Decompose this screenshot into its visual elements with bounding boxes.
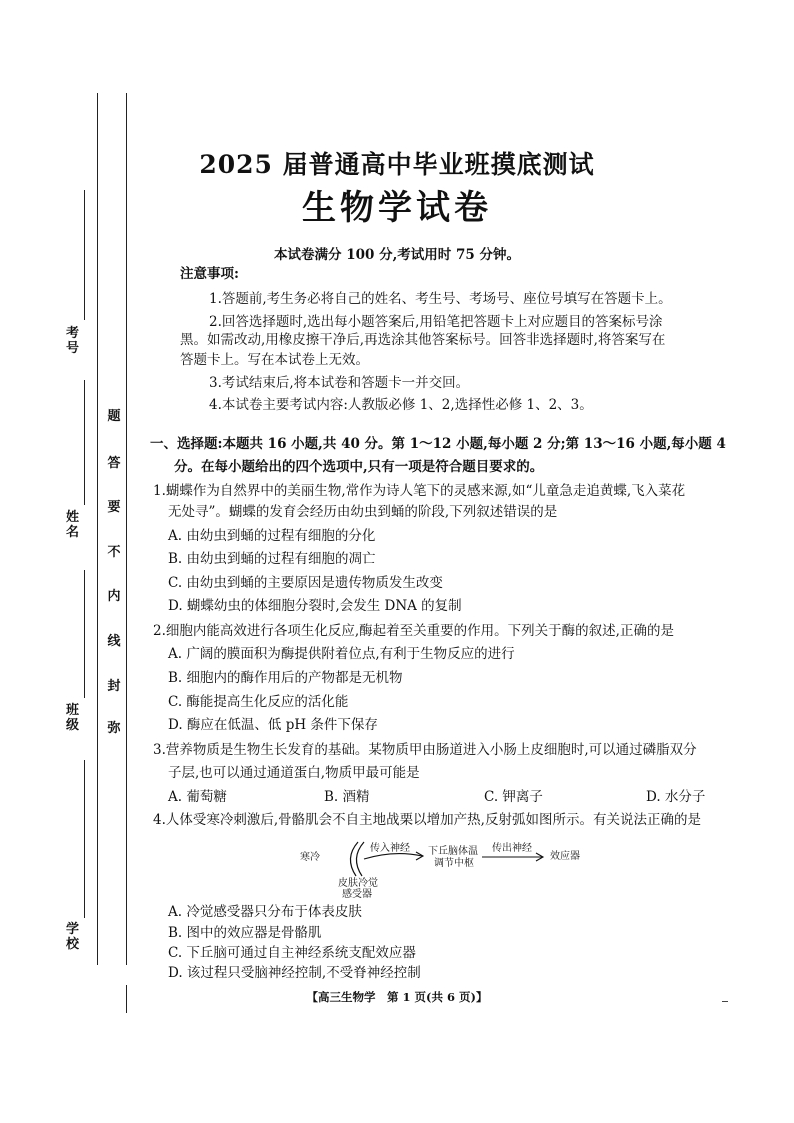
option-d: D. 该过程只受脑神经控制,不受脊神经控制	[168, 965, 421, 981]
seal-char: 弥	[107, 721, 121, 736]
xingming-label: 姓名	[66, 510, 80, 540]
option-b: B. 细胞内的酶作用后的产物都是无机物	[168, 670, 403, 686]
option-a: A. 由幼虫到蛹的过程有细胞的分化	[168, 528, 376, 544]
notice-line: 3.考试结束后,将本试卷和答题卡一并交回。	[209, 375, 470, 391]
banji-field	[84, 570, 85, 698]
xingming-field	[84, 380, 85, 505]
option-b: B. 由幼虫到蛹的过程有细胞的凋亡	[168, 551, 376, 567]
option-c: C. 由幼虫到蛹的主要原因是遗传物质发生改变	[168, 575, 443, 591]
section-heading-cont: 分。在每小题给出的四个选项中,只有一项是符合题目要求的。	[174, 459, 544, 475]
question-stem: 3.营养物质是生物生长发育的基础。某物质甲由肠道进入小肠上皮细胞时,可以通过磷脂双分	[153, 742, 697, 758]
option-a: A. 冷觉感受器只分布于体表皮肤	[168, 904, 362, 920]
option-c: C. 酶能提高生化反应的活化能	[168, 694, 349, 710]
stimulus-label: 寒冷	[300, 852, 320, 863]
exam-title: 2025 届普通高中毕业班摸底测试	[199, 150, 595, 179]
kaohao-label: 考号	[66, 326, 80, 356]
notice-line: 答题卡上。写在本试卷上无效。	[180, 352, 369, 368]
seal-char: 内	[107, 589, 121, 604]
notice-heading: 注意事项:	[180, 266, 239, 282]
option-c: C. 钾离子	[484, 789, 543, 805]
notice-line: 1.答题前,考生务必将自己的姓名、考生号、考场号、座位号填写在答题卡上。	[209, 291, 672, 307]
question-stem: 4.人体受寒冷刺激后,骨骼肌会不自主地战栗以增加产热,反射弧如图所示。有关说法正确的是	[153, 812, 701, 828]
exam-info: 本试卷满分 100 分,考试用时 75 分钟。	[274, 247, 520, 263]
receptor-label: 皮肤冷觉	[338, 878, 378, 889]
xuexiao-field	[84, 760, 85, 918]
option-d: D. 水分子	[646, 789, 706, 805]
notice-line: 黑。如需改动,用橡皮擦干净后,再选涂其他答案标号。回答非选择题时,将答案写在	[180, 332, 666, 348]
seal-char: 题	[107, 409, 121, 424]
question-stem-cont: 无处寻”。蝴蝶的发育会经历由幼虫到蛹的阶段,下列叙述错误的是	[168, 504, 558, 520]
seal-char: 不	[107, 545, 121, 560]
option-b: B. 酒精	[324, 789, 370, 805]
center-label-cont: 调节中枢	[434, 858, 474, 869]
option-d: D. 蝴蝶幼虫的体细胞分裂时,会发生 DNA 的复制	[168, 598, 462, 614]
subject-title: 生物学试卷	[302, 188, 492, 228]
question-stem: 1.蝴蝶作为自然界中的美丽生物,常作为诗人笔下的灵感来源,如“儿童急走追黄蝶,飞入菜花	[153, 483, 686, 499]
banji-label: 班级	[66, 703, 80, 733]
effector-label: 效应器	[550, 851, 580, 862]
stray-mark	[722, 1001, 728, 1002]
seal-char: 封	[107, 679, 121, 694]
seal-char: 答	[107, 456, 121, 471]
reflex-arc-diagram	[298, 836, 598, 900]
section-heading: 一、选择题:本题共 16 小题,共 40 分。第 1～12 小题,每小题 2 分;第 13～16 小题,每小题 4	[150, 436, 726, 452]
option-c: C. 下丘脑可通过自主神经系统支配效应器	[168, 945, 416, 961]
seal-char: 要	[107, 500, 121, 515]
question-stem-cont: 子层,也可以通过通道蛋白,物质甲最可能是	[168, 765, 420, 781]
xuexiao-label: 学校	[66, 922, 80, 952]
center-label: 下丘脑体温	[428, 846, 478, 857]
seal-char: 线	[107, 634, 121, 649]
notice-line: 4.本试卷主要考试内容:人教版必修 1、2,选择性必修 1、2、3。	[209, 397, 593, 413]
notice-line: 2.回答选择题时,选出每小题答案后,用铅笔把答题卡上对应题目的答案标号涂	[209, 314, 663, 330]
option-a: A. 广阔的膜面积为酶提供附着位点,有利于生物反应的进行	[168, 646, 515, 662]
option-a: A. 葡萄糖	[168, 789, 227, 805]
efferent-nerve-label: 传出神经	[492, 843, 532, 854]
afferent-nerve-label: 传入神经	[370, 843, 410, 854]
question-stem: 2.细胞内能高效进行各项生化反应,酶起着至关重要的作用。下列关于酶的叙述,正确的是	[153, 623, 674, 639]
option-b: B. 图中的效应器是骨骼肌	[168, 925, 322, 941]
receptor-label-cont: 感受器	[342, 889, 372, 900]
option-d: D. 酶应在低温、低 pH 条件下保存	[168, 717, 378, 733]
page-footer: 【高三生物学 第 1 页(共 6 页)】	[306, 990, 488, 1004]
